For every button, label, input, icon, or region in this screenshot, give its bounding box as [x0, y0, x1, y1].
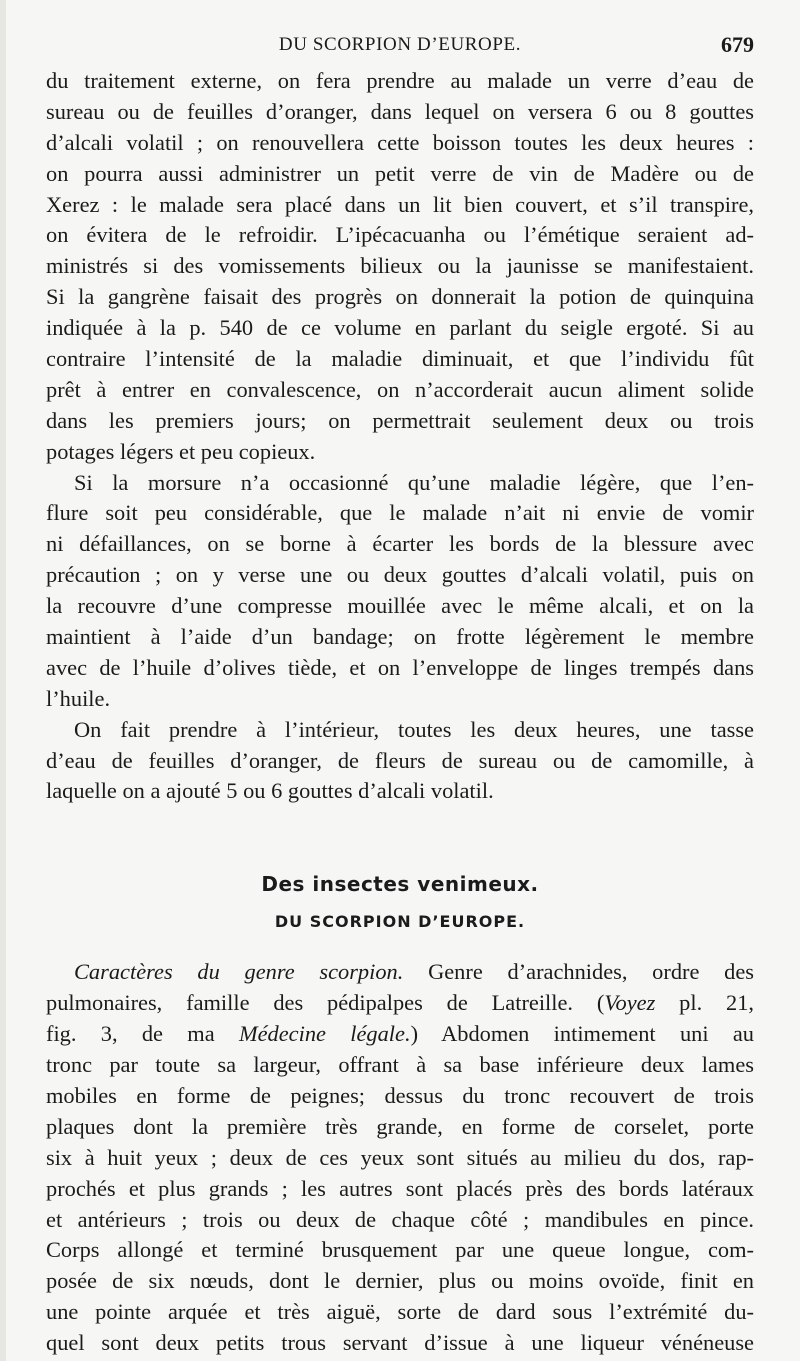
text-line: six à huit yeux ; deux de ces yeux sont situés au milieu du dos, rap- [46, 1144, 754, 1170]
text-line: tronc par toute sa largeur, offrant à sa base inférieure deux lames [46, 1052, 754, 1078]
paragraph-light-bite [46, 468, 754, 715]
text-line: Si la gangrène faisait des progrès on donnerait la potion de quinquina [46, 284, 754, 310]
text-line: avec de l’huile d’olives tiède, et on l’enveloppe de linges trempés dans [46, 654, 754, 680]
text-line: on évitera de le refroidir. L’ipécacuanha ou l’émétique seraient ad- [46, 222, 754, 248]
text-line [46, 957, 754, 988]
page-header [46, 34, 754, 64]
text-line: indiquée à la p. 540 de ce volume en parlant du seigle ergoté. Si au [46, 315, 754, 341]
text-line: une pointe arquée et très aiguë, sorte de dard sous l’extrémité du- [46, 1299, 754, 1325]
body-text [46, 66, 754, 1359]
text-line: flure soit peu considérable, que le malade n’ait ni envie de vomir [46, 500, 754, 526]
text-fragment: pl. 21, [655, 990, 754, 1016]
text-line: ministrés si des vomissements bilieux ou la jaunisse se manifestaient. [46, 253, 754, 279]
text-line: mobiles en forme de peignes; dessus du tronc recouvert de trois [46, 1082, 754, 1108]
text-line: sureau ou de feuilles d’oranger, dans lequel on versera 6 ou 8 gouttes [46, 98, 754, 124]
paragraph-scorpion-characters [46, 957, 754, 1359]
page-number: 679 [721, 32, 754, 57]
text-line [46, 1019, 754, 1050]
italic-reference: Voyez [604, 990, 656, 1016]
text-line: dans les premiers jours; on permettrait seulement deux ou trois [46, 407, 754, 433]
text-line: et antérieurs ; trois ou deux de chaque côté ; mandibules en pince. [46, 1206, 754, 1232]
text-line: plaques dont la première très grande, en forme de corselet, porte [46, 1113, 754, 1139]
text-line: Corps allongé et terminé brusquement par une queue longue, com- [46, 1237, 754, 1263]
text-fragment: ) Abdomen intimement uni au [410, 1021, 754, 1047]
text-line: posée de six nœuds, dont le dernier, plus ou moins ovoïde, finit en [46, 1268, 754, 1294]
running-title: DU SCORPION D’EUROPE. [278, 34, 522, 55]
paragraph-internal-dose [46, 715, 754, 808]
text-line: d’alcali volatil ; on renouvellera cette boisson toutes les deux heures : [46, 129, 754, 155]
text-line: Si la morsure n’a occasionné qu’une maladie légère, que l’en- [74, 469, 754, 495]
text-line: précaution ; on y verse une ou deux gouttes d’alcali volatil, puis on [46, 562, 754, 588]
text-line: laquelle on a ajouté 5 ou 6 gouttes d’alcali volatil. [46, 778, 494, 804]
text-fragment: Genre d’arachnides, ordre des [403, 959, 754, 985]
page-edge-shadow [0, 0, 6, 1361]
text-line: quel sont deux petits trous servant d’issue à une liqueur vénéneuse [46, 1330, 754, 1356]
text-line: contraire l’intensité de la maladie diminuait, et que l’individu fût [46, 346, 754, 372]
text-line: potages légers et peu copieux. [46, 438, 316, 464]
text-line: Xerez : le malade sera placé dans un lit bien couvert, et s’il transpire, [46, 191, 754, 217]
text-line: la recouvre d’une compresse mouillée avec le même alcali, et on la [46, 593, 754, 619]
text-line: On fait prendre à l’intérieur, toutes les deux heures, une tasse [74, 716, 754, 742]
text-line: l’huile. [46, 685, 111, 711]
text-fragment: pulmonaires, famille des pédipalpes de Latreille. ( [46, 990, 605, 1016]
text-line: maintient à l’aide d’un bandage; on frotte légèrement le membre [46, 624, 754, 650]
text-line: prêt à entrer en convalescence, on n’accorderait aucun aliment solide [46, 376, 754, 402]
section-spacer [46, 807, 754, 863]
italic-book-title: Médecine légale. [238, 1021, 411, 1047]
italic-heading: Caractères du genre scorpion. [74, 959, 404, 985]
text-fragment: fig. 3, de ma [46, 1021, 239, 1047]
text-line [46, 988, 754, 1019]
section-title: Des insectes venimeux. [261, 872, 539, 897]
subsection-spacer [46, 939, 754, 957]
subsection-title: DU SCORPION D’EUROPE. [274, 912, 526, 932]
text-line: du traitement externe, on fera prendre au malade un verre d’eau de [46, 68, 754, 93]
text-line: ni défaillances, on se borne à écarter les bords de la blessure avec [46, 531, 754, 557]
paragraph-treatment [46, 66, 754, 468]
text-line: d’eau de feuilles d’oranger, de fleurs de sureau ou de camomille, à [46, 747, 754, 773]
text-line: prochés et plus grands ; les autres sont placés près des bords latéraux [46, 1175, 754, 1201]
paragraph-scorpion-lines [46, 1050, 754, 1359]
text-line: on pourra aussi administrer un petit verre de vin de Madère ou de [46, 160, 754, 186]
